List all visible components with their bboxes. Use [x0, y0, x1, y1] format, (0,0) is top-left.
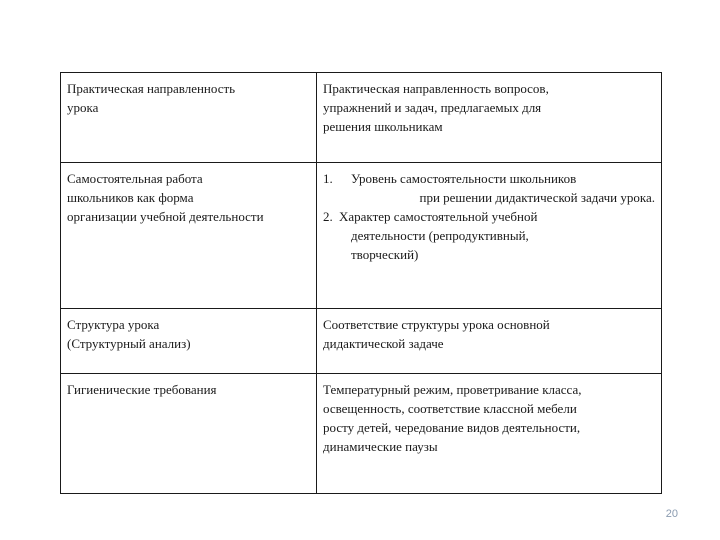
- criterion-line: школьников как форма: [67, 190, 194, 205]
- list-item-line: Характер самостоятельной учебной: [339, 209, 538, 224]
- list-item-line: деятельности (репродуктивный,: [351, 228, 529, 243]
- description-cell: [317, 374, 662, 494]
- criterion-line: организации учебной деятельности: [67, 209, 264, 224]
- criterion-line: Самостоятельная работа: [67, 171, 203, 186]
- criterion-cell: [61, 309, 317, 374]
- list-number: 2.: [323, 209, 333, 224]
- description-cell: [317, 309, 662, 374]
- numbered-list: [323, 169, 655, 264]
- criterion-line: Гигиенические требования: [67, 382, 217, 397]
- description-cell: [317, 163, 662, 309]
- list-item-line: творческий): [351, 247, 419, 262]
- table-row: [61, 374, 662, 494]
- table-row: [61, 309, 662, 374]
- criterion-line: Практическая направленность: [67, 81, 236, 96]
- description-line: динамические паузы: [323, 439, 438, 454]
- list-item-line: при решении дидактической задачи урока.: [419, 190, 655, 205]
- page-number: 20: [665, 508, 678, 520]
- description-line: дидактической задаче: [323, 336, 444, 351]
- list-item: [323, 169, 655, 207]
- list-item-line: Уровень самостоятельности школьников: [351, 171, 577, 186]
- lesson-criteria-table: [60, 72, 662, 494]
- description-line: решения школьникам: [323, 119, 443, 134]
- description-cell: [317, 73, 662, 163]
- description-line: упражнений и задач, предлагаемых для: [323, 100, 542, 115]
- criterion-cell: [61, 163, 317, 309]
- description-line: освещенность, соответствие классной мебели: [323, 401, 577, 416]
- description-line: Температурный режим, проветривание класса,: [323, 382, 582, 397]
- list-number: 1.: [323, 171, 333, 186]
- criterion-cell: [61, 374, 317, 494]
- criterion-line: урока: [67, 100, 99, 115]
- table-row: [61, 73, 662, 163]
- criterion-cell: [61, 73, 317, 163]
- criterion-line: (Структурный анализ): [67, 336, 191, 351]
- description-line: Соответствие структуры урока основной: [323, 317, 550, 332]
- criterion-line: Структура урока: [67, 317, 160, 332]
- table-row: [61, 163, 662, 309]
- list-item: [323, 207, 655, 264]
- description-line: росту детей, чередование видов деятельности,: [323, 420, 581, 435]
- description-line: Практическая направленность вопросов,: [323, 81, 549, 96]
